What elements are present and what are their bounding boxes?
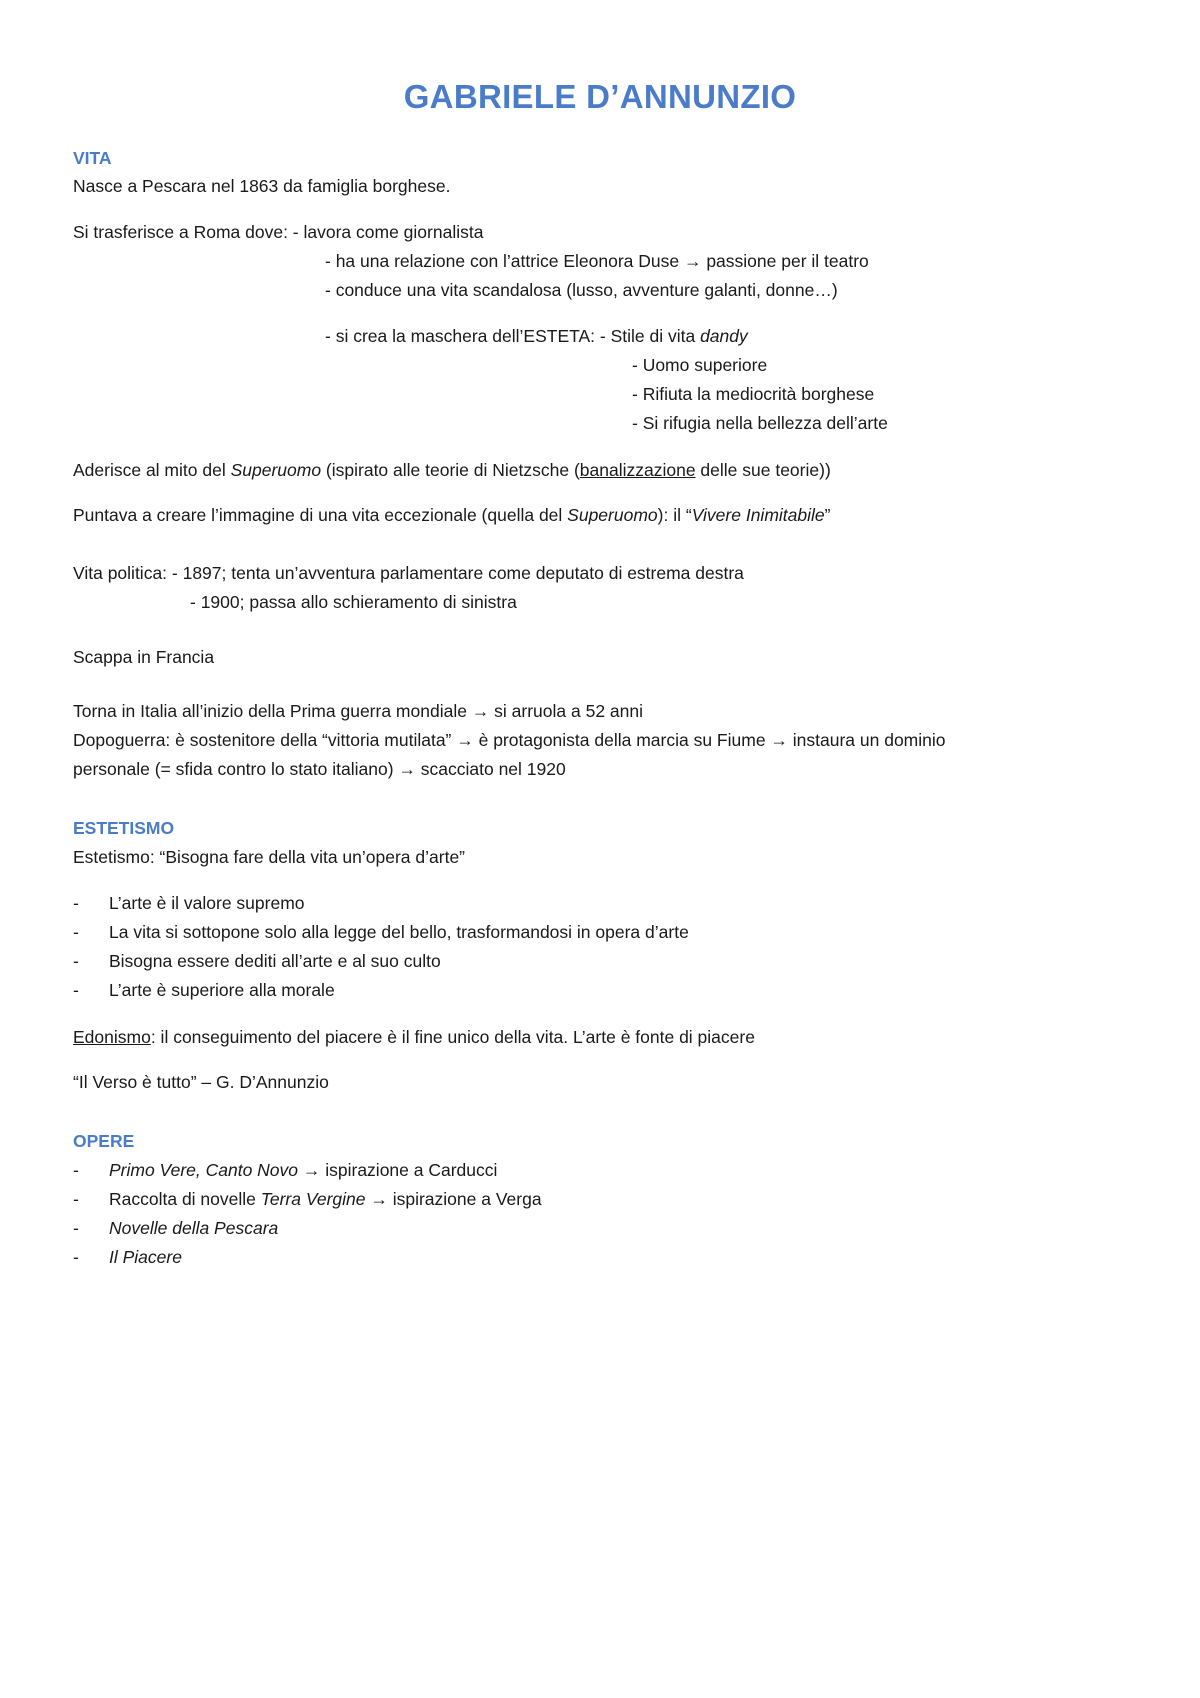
superuomo-mid: (ispirato alle teorie di Nietzsche ( bbox=[321, 460, 580, 480]
superuomo-pre: Aderisce al mito del bbox=[73, 460, 231, 480]
superuomo-underlined: banalizzazione bbox=[579, 460, 696, 480]
text-estetismo-def: Estetismo: “Bisogna fare della vita un’opera d’arte” bbox=[73, 847, 466, 867]
text-puntava bbox=[73, 503, 830, 527]
opera-pre: Raccolta di novelle bbox=[109, 1189, 261, 1209]
list-item-opera bbox=[109, 1187, 542, 1211]
text-politica: Vita politica: - 1897; tenta un’avventura parlamentare come deputato di estrema destra bbox=[73, 563, 744, 583]
bullet-dash: - bbox=[73, 980, 79, 1000]
opera-text: → ispirazione a Verga bbox=[365, 1189, 542, 1209]
page-title: GABRIELE D’ANNUNZIO bbox=[403, 78, 797, 115]
superuomo-em: Superuomo bbox=[230, 460, 322, 480]
esteta-dandy: dandy bbox=[700, 326, 748, 346]
puntava-em: Superuomo bbox=[567, 505, 658, 525]
bullet-dash: - bbox=[73, 951, 79, 971]
text-birth: Nasce a Pescara nel 1863 da famiglia borghese. bbox=[73, 176, 451, 196]
text-edonismo bbox=[73, 1025, 755, 1049]
bullet-dash: - bbox=[73, 1218, 79, 1238]
edonismo-text: : il conseguimento del piacere è il fine unico della vita. L’arte è fonte di piacere bbox=[150, 1027, 755, 1047]
bullet-dash: - bbox=[73, 1189, 79, 1209]
text-politica: - 1900; passa allo schieramento di sinistra bbox=[190, 592, 517, 612]
list-item-esteta: - Uomo superiore bbox=[632, 355, 768, 375]
list-item-roma: - ha una relazione con l’attrice Eleonora Duse → passione per il teatro bbox=[325, 251, 869, 271]
list-item-estetismo: L’arte è il valore supremo bbox=[109, 893, 305, 913]
opera-title: Il Piacere bbox=[109, 1247, 182, 1267]
puntava-em2: Vivere Inimitabile bbox=[691, 505, 825, 525]
text-dopoguerra: Dopoguerra: è sostenitore della “vittoria mutilata” → è protagonista della marcia su Fiume → instaura un dominio bbox=[73, 730, 946, 750]
superuomo-post: delle sue teorie)) bbox=[695, 460, 831, 480]
list-item-opera bbox=[109, 1245, 182, 1269]
opera-title: Novelle della Pescara bbox=[109, 1218, 279, 1238]
esteta-intro-label: - si crea la maschera dell’ESTETA: - Stile di vita bbox=[325, 326, 701, 346]
puntava-mid: ): il “ bbox=[657, 505, 692, 525]
opera-text: → ispirazione a Carducci bbox=[298, 1160, 498, 1180]
text-quote: “Il Verso è tutto” – G. D’Annunzio bbox=[73, 1072, 329, 1092]
text-dopoguerra: personale (= sfida contro lo stato italiano) → scacciato nel 1920 bbox=[73, 759, 566, 779]
list-item-estetismo: La vita si sottopone solo alla legge del bello, trasformandosi in opera d’arte bbox=[109, 922, 689, 942]
text-superuomo bbox=[73, 458, 831, 482]
section-heading-vita: VITA bbox=[73, 148, 112, 168]
list-item-roma: - conduce una vita scandalosa (lusso, avventure galanti, donne…) bbox=[325, 280, 838, 300]
list-item-esteta: - Rifiuta la mediocrità borghese bbox=[632, 384, 875, 404]
edonismo-label: Edonismo bbox=[73, 1027, 151, 1047]
opera-title: Terra Vergine bbox=[260, 1189, 366, 1209]
list-item-estetismo: L’arte è superiore alla morale bbox=[109, 980, 335, 1000]
section-heading-estetismo: ESTETISMO bbox=[73, 818, 175, 838]
bullet-dash: - bbox=[73, 893, 79, 913]
text-esteta-intro bbox=[325, 324, 748, 348]
text-torna: Torna in Italia all’inizio della Prima guerra mondiale → si arruola a 52 anni bbox=[73, 701, 644, 721]
text-roma-intro: Si trasferisce a Roma dove: - lavora come giornalista bbox=[73, 222, 484, 242]
bullet-dash: - bbox=[73, 922, 79, 942]
list-item-opera bbox=[109, 1158, 497, 1182]
list-item-estetismo: Bisogna essere dediti all’arte e al suo culto bbox=[109, 951, 441, 971]
list-item-opera bbox=[109, 1216, 278, 1240]
opera-title: Primo Vere, Canto Novo bbox=[109, 1160, 299, 1180]
list-item-esteta: - Si rifugia nella bellezza dell’arte bbox=[632, 413, 888, 433]
bullet-dash: - bbox=[73, 1160, 79, 1180]
section-heading-opere: OPERE bbox=[73, 1131, 135, 1151]
puntava-post: ” bbox=[824, 505, 831, 525]
text-francia: Scappa in Francia bbox=[73, 647, 215, 667]
bullet-dash: - bbox=[73, 1247, 79, 1267]
puntava-pre: Puntava a creare l’immagine di una vita eccezionale (quella del bbox=[73, 505, 568, 525]
